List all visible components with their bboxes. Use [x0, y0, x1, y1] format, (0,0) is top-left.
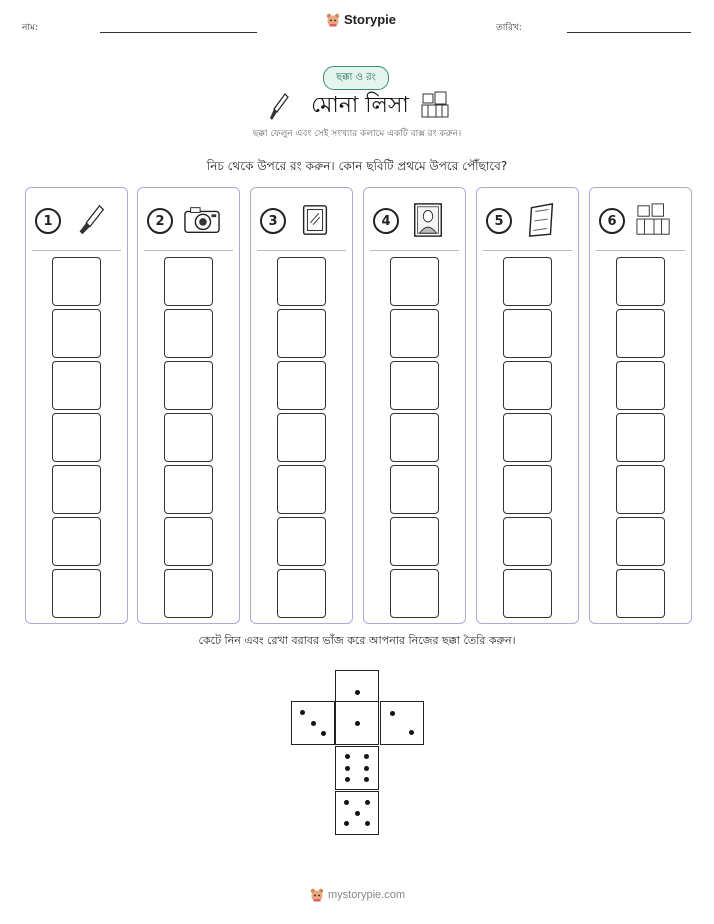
die-pip	[365, 800, 370, 805]
color-box[interactable]	[164, 569, 213, 618]
color-box[interactable]	[390, 517, 439, 566]
color-box[interactable]	[277, 413, 326, 462]
color-box[interactable]	[616, 309, 665, 358]
color-box[interactable]	[503, 309, 552, 358]
column-divider	[483, 250, 572, 251]
color-box[interactable]	[390, 361, 439, 410]
color-box[interactable]	[503, 465, 552, 514]
column-1	[25, 187, 128, 624]
bear-logo-icon	[326, 13, 340, 27]
color-box[interactable]	[52, 465, 101, 514]
instruction: নিচ থেকে উপরে রং করুন। কোন ছবিটি প্রথমে উপরে পৌঁছাবে?	[206, 159, 508, 173]
column-number: 1	[35, 208, 61, 234]
brand-logo	[326, 12, 396, 27]
color-box[interactable]	[390, 569, 439, 618]
color-box[interactable]	[390, 309, 439, 358]
color-box[interactable]	[503, 517, 552, 566]
color-box[interactable]	[164, 517, 213, 566]
column-number: 6	[599, 208, 625, 234]
color-box[interactable]	[616, 257, 665, 306]
color-box[interactable]	[390, 257, 439, 306]
paintbrush-title-icon	[268, 92, 290, 122]
die-pip	[364, 754, 369, 759]
color-box[interactable]	[164, 361, 213, 410]
die-pip	[365, 821, 370, 826]
bear-logo-icon	[310, 888, 324, 902]
column-6	[589, 187, 692, 624]
camera-icon	[182, 202, 222, 238]
die-face-5	[335, 791, 379, 835]
color-box[interactable]	[503, 569, 552, 618]
color-box[interactable]	[52, 361, 101, 410]
name-label: নাম:	[22, 23, 39, 33]
die-pip	[345, 777, 350, 782]
color-box[interactable]	[164, 257, 213, 306]
die-pip	[345, 754, 350, 759]
color-box[interactable]	[164, 413, 213, 462]
die-pip	[344, 821, 349, 826]
column-divider	[370, 250, 459, 251]
die-pip	[355, 690, 360, 695]
picture-frame-icon	[295, 202, 335, 238]
color-box[interactable]	[503, 413, 552, 462]
column-divider	[144, 250, 233, 251]
column-5	[476, 187, 579, 624]
die-pip	[355, 811, 360, 816]
die-face-6	[335, 746, 379, 790]
die-pip	[409, 730, 414, 735]
color-box[interactable]	[390, 413, 439, 462]
name-line	[100, 32, 257, 33]
color-box[interactable]	[52, 413, 101, 462]
die-pip	[364, 766, 369, 771]
die-pip	[345, 766, 350, 771]
art-studio-icon	[634, 202, 674, 238]
column-divider	[596, 250, 685, 251]
column-number: 3	[260, 208, 286, 234]
brand-name: Storypie	[344, 12, 397, 27]
die-face-3	[291, 701, 335, 745]
column-divider	[257, 250, 346, 251]
subtitle: ছক্কা ফেলুন এবং সেই সংখ্যার কলামে একটি বাক্স রং করুন।	[252, 129, 462, 139]
column-3	[250, 187, 353, 624]
die-pip	[364, 777, 369, 782]
die-pip	[390, 711, 395, 716]
die-pip	[344, 800, 349, 805]
color-box[interactable]	[616, 361, 665, 410]
date-label: তারিখ:	[496, 23, 522, 33]
wooden-plank-icon	[521, 202, 561, 238]
date-line	[567, 32, 691, 33]
column-4	[363, 187, 466, 624]
color-box[interactable]	[277, 569, 326, 618]
color-box[interactable]	[616, 569, 665, 618]
color-box[interactable]	[503, 257, 552, 306]
die-pip	[300, 710, 305, 715]
die-pip	[311, 721, 316, 726]
page-title: মোনা লিসা	[311, 93, 409, 118]
die-face-1	[335, 701, 379, 745]
column-divider	[32, 250, 121, 251]
color-box[interactable]	[277, 361, 326, 410]
column-number: 2	[147, 208, 173, 234]
activity-badge: ছক্কা ও রং	[323, 66, 389, 90]
die-pip	[355, 721, 360, 726]
color-box[interactable]	[164, 465, 213, 514]
art-studio-title-icon	[420, 90, 450, 120]
color-box[interactable]	[503, 361, 552, 410]
mona-lisa-icon	[408, 202, 448, 238]
color-box[interactable]	[616, 413, 665, 462]
color-box[interactable]	[616, 465, 665, 514]
color-box[interactable]	[277, 309, 326, 358]
color-box[interactable]	[616, 517, 665, 566]
color-box[interactable]	[52, 309, 101, 358]
column-2	[137, 187, 240, 624]
column-number: 4	[373, 208, 399, 234]
footer-url: mystorypie.com	[328, 889, 406, 901]
color-box[interactable]	[52, 569, 101, 618]
color-box[interactable]	[277, 465, 326, 514]
color-box[interactable]	[52, 517, 101, 566]
footer	[310, 888, 405, 902]
cut-instruction: কেটে নিন এবং রেখা বরাবর ভাঁজ করে আপনার নিজের ছক্কা তৈরি করুন।	[198, 634, 516, 647]
column-number: 5	[486, 208, 512, 234]
die-pip	[321, 731, 326, 736]
paintbrush-icon	[70, 202, 110, 238]
die-face-2	[380, 701, 424, 745]
color-box[interactable]	[390, 465, 439, 514]
color-box[interactable]	[277, 517, 326, 566]
color-box[interactable]	[277, 257, 326, 306]
color-box[interactable]	[52, 257, 101, 306]
color-box[interactable]	[164, 309, 213, 358]
